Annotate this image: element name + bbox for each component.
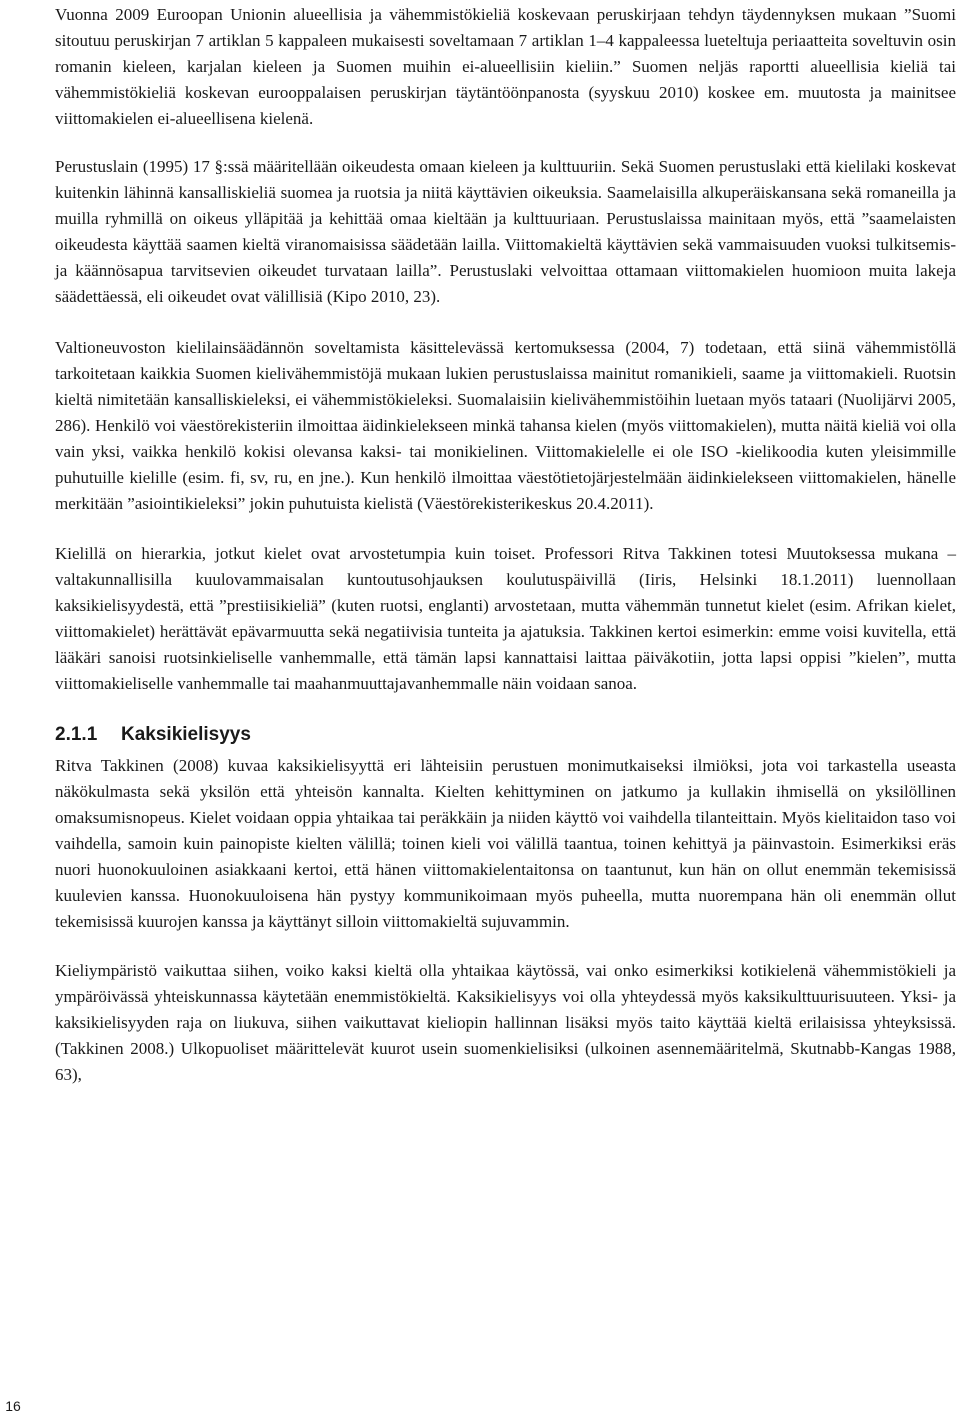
paragraph-language-hierarchy: Kielillä on hierarkia, jotkut kielet ovat arvostetumpia kuin toiset. Professori Ritva Takkinen totesi Muutoksessa mukana – valtakunnallisilla kuulovammaisalan kuntoutusohjauksen koulutuspäivillä (Iiris, Helsinki 18.1.2011) luennollaan kaksikielisyydestä, että ”prestiisikieliä” (kuten ruotsi, englanti) arvostetaan, mutta vähemmän tunnetut kielet (esim. Afrikan kielet, viittomakielet) herättävät epävarmuutta sekä negatiivisia tunteita ja ajatuksia. Takkinen kertoi esimerkin: emme voisi kuvitella, että lääkäri sanoisi ruotsinkieliselle vanhemmalle, että tämän lapsi kannattaisi laittaa päiväkotiin, jotta lapsi oppisi ”kielen”, mutta viittomakieliselle vanhemmalle tai maahanmuuttajavanhemmalle näin voidaan sanoa. bbox=[55, 544, 956, 693]
section-title: Kaksikielisyys bbox=[121, 724, 251, 745]
paragraph-bilingualism: Ritva Takkinen (2008) kuvaa kaksikielisyyttä eri lähteisiin perustuen monimutkaiseksi ilmiöksi, jota voi tarkastella useasta näkökulmasta sekä yksilön että yhteisön kannalta. Kielten kehittyminen on jatkumo ja kullakin ihmisellä on yksilöllinen omaksumisnopeus. Kielet voidaan oppia yhtaikaa tai peräkkäin ja niiden käyttö voi vaihdella tilanteittain. Myös kielitaidon taso voi vaihdella, samoin kuin painopiste kielten välillä; toinen kieli voi välillä taantua, toinen kehittyä ja päinvastoin. Esimerkiksi eräs nuori huonokuuloinen asiakkaani kertoi, että hänen viittomakielentaitonsa on taantunut, kun hän on ollut enemmän tekemisissä kuulevien kanssa. Huonokuuloisena hän pystyy kommunikoimaan myös puheella, mutta nuorempana hän oli enemmän ollut tekemisissä kuurojen kanssa ja käyttänyt silloin viittomakieltä sujuvammin. bbox=[55, 756, 956, 931]
paragraph-language-environment: Kieliympäristö vaikuttaa siihen, voiko kaksi kieltä olla yhtaikaa käytössä, vai onko esimerkiksi kotikielenä vähemmistökieli ja ympäröivässä yhteiskunnassa käytetään enemmistökieltä. Kaksikielisyys voi olla yhteydessä myös kaksikulttuurisuuteen. Yksi- ja kaksikielisyyden raja on liukuva, siihen vaikuttavat kieliopin hallinnan lisäksi myös taito käyttää kieltä erilaisissa yhteyksissä. (Takkinen 2008.) Ulkopuoliset määrittelevät kuurot usein suomenkielisiksi (ulkoinen asennemääritelmä, Skutnabb-Kangas 1988, 63), bbox=[55, 961, 956, 1084]
document-page bbox=[55, 0, 956, 1088]
paragraph-charter: Vuonna 2009 Euroopan Unionin alueellisia ja vähemmistökieliä koskevaan peruskirjaan tehdyn täydennyksen mukaan ”Suomi sitoutuu peruskirjan 7 artiklan 5 kappaleen mukaisesti soveltamaan 7 artiklan 1–4 kappaleessa lueteltuja periaatteita soveltuvin osin romanin kieleen, karjalan kieleen ja Suomen muihin ei-alueellisiin kieliin.” Suomen neljäs raportti alueellisia kieliä tai vähemmistökieliä koskevan eurooppalaisen peruskirjan täytäntöönpanosta (syyskuu 2010) koskee em. muutosta ja mainitsee viittomakielen ei-alueellisena kielenä. bbox=[55, 5, 956, 128]
page-number: 16 bbox=[5, 1398, 21, 1414]
paragraph-language-legislation: Valtioneuvoston kielilainsäädännön soveltamista käsittelevässä kertomuksessa (2004, 7) todetaan, että siinä vähemmistöllä tarkoitetaan kaikkia Suomen kielivähemmistöjä mukaan lukien perustuslaissa mainitut romanikieli, saame ja viittomakieli. Ruotsin kieltä nimitetään kansalliskieleksi, ei vähemmistökieleksi. Suomalaisiin kielivähemmistöihin luetaan myös tataari (Nuolijärvi 2005, 286). Henkilö voi väestörekisteriin ilmoittaa äidinkielekseen minkä tahansa kielen (myös viittomakielen), mutta näitä kieliä voi olla vain yksi, vaikka henkilö kokisi olevansa kaksi- tai monikielinen. Viittomakielelle ei ole ISO -kielikoodia kuten yleisimmille puhutuille kielille (esim. fi, sv, ru, en jne.). Kun henkilö ilmoittaa väestötietojärjestelmään äidinkielekseen viittomakielen, hänelle merkitään ”asiointikieleksi” jokin puhutuista kielistä (Väestörekisterikeskus 20.4.2011). bbox=[55, 338, 956, 513]
section-number: 2.1.1 bbox=[55, 724, 98, 745]
paragraph-constitution: Perustuslain (1995) 17 §:ssä määritellään oikeudesta omaan kieleen ja kulttuuriin. Sekä Suomen perustuslaki että kielilaki koskevat kuitenkin lähinnä kansalliskieliä suomea ja ruotsia ja niitä käyttävien oikeuksia. Saamelaisilla alkuperäiskansana sekä romaneilla ja muilla ryhmillä on oikeus ylläpitää ja kehittää omaa kieltään ja kulttuuriaan. Perustuslaissa mainitaan myös, että ”saamelaisten oikeudesta käyttää saamen kieltä viranomaisissa säädetään lailla. Viittomakieltä käyttävien sekä vammaisuuden vuoksi tulkitsemis- ja käännösapua tarvitsevien oikeudet turvataan lailla”. Perustuslaki velvoittaa ottamaan viittomakielen huomioon muita lakeja säädettäessä, eli oikeudet ovat välillisiä (Kipo 2010, 23). bbox=[55, 157, 956, 306]
section-heading bbox=[55, 721, 956, 749]
